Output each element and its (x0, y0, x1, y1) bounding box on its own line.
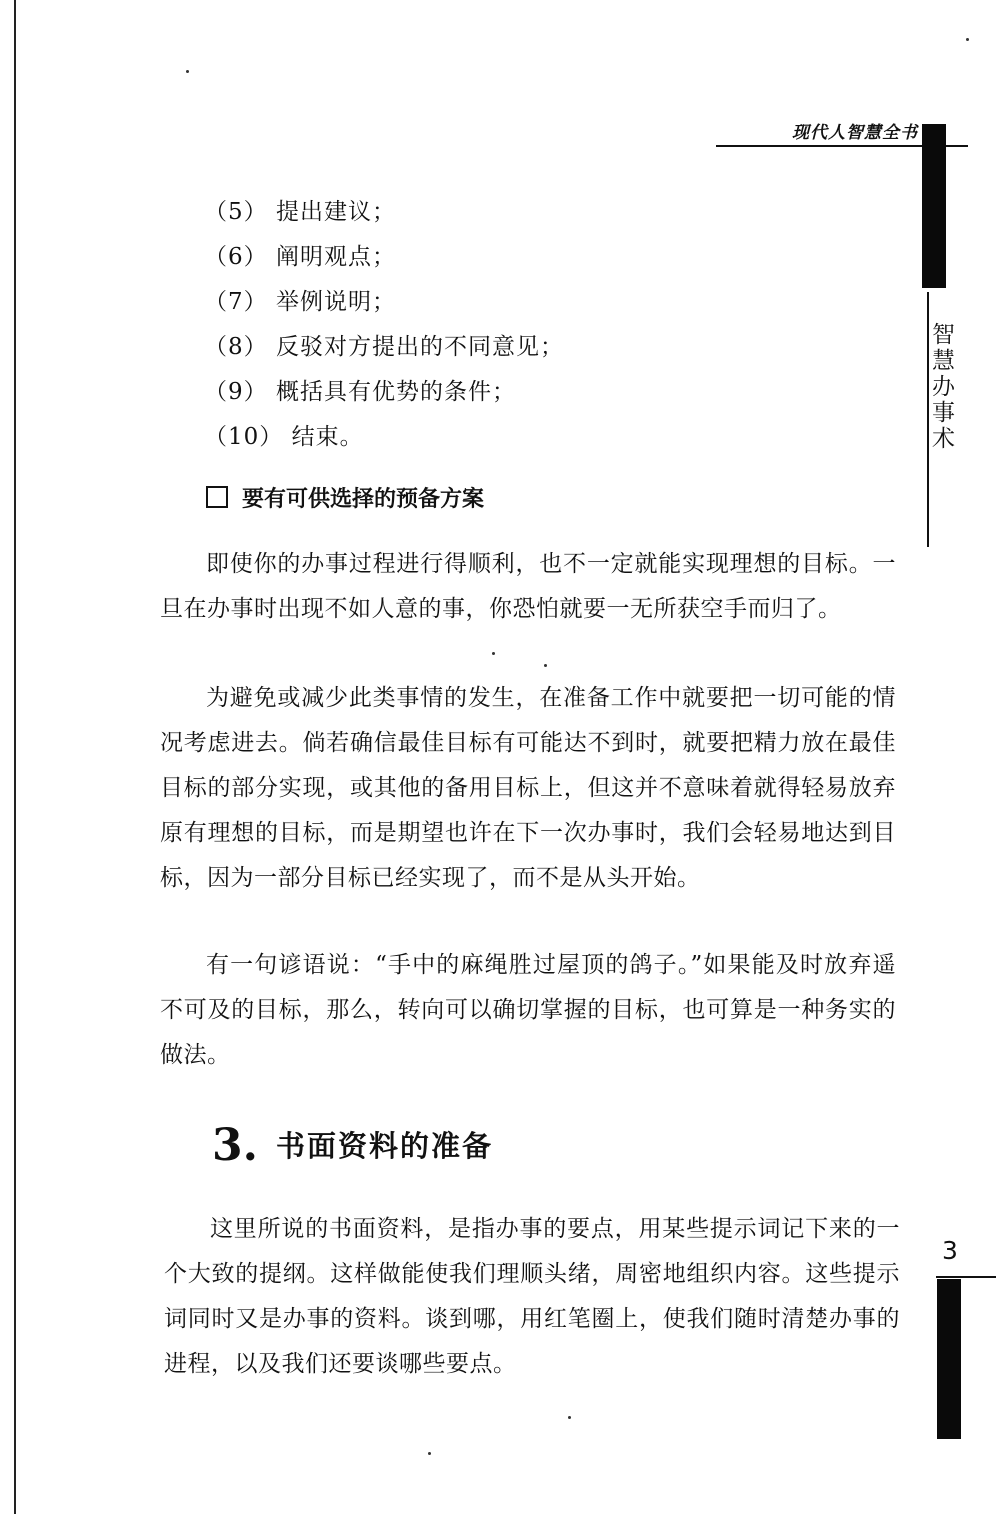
section-paragraph: 这里所说的书面资料，是指办事的要点，用某些提示词记下来的一个大致的提纲。这样做能使我们理顺头绪，周密地组织内容。这些提示词同时又是办事的资料。谈到哪，用红笔圈上，使我们随时清楚办事的进程，以及我们还要谈哪些要点。 (164, 1216, 900, 1377)
list-item: （10） 结束。 (204, 424, 364, 450)
section-number: 3. (212, 1120, 258, 1171)
scan-speck (544, 664, 547, 667)
numbered-list (204, 190, 564, 460)
list-item: （8） 反驳对方提出的不同意见； (204, 334, 564, 360)
subheading-text: 要有可供选择的预备方案 (242, 487, 485, 512)
scan-speck (966, 38, 969, 41)
running-header-title: 现代人智慧全书 (792, 123, 918, 143)
thumb-tab-bar-top (922, 124, 946, 288)
section-title: 书面资料的准备 (275, 1129, 493, 1163)
checkbox-square-icon (206, 486, 228, 508)
body-paragraph: 即使你的办事过程进行得顺利，也不一定就能实现理想的目标。一旦在办事时出现不如人意的事，你恐怕就要一无所获空手而归了。 (160, 551, 896, 622)
thumb-tab-bar-bottom (937, 1279, 961, 1439)
binding-edge-rule (14, 0, 16, 1514)
body-paragraph: 有一句谚语说：“手中的麻绳胜过屋顶的鸽子。”如果能及时放弃遥不可及的目标，那么，转向可以确切掌握的目标，也可算是一种务实的做法。 (160, 952, 896, 1068)
list-item: （6） 阐明观点； (204, 244, 396, 270)
section-heading (212, 1120, 493, 1171)
page-number: 3 (942, 1236, 958, 1265)
subheading (206, 482, 484, 513)
footer-rule (936, 1276, 996, 1278)
scan-speck (428, 1452, 431, 1455)
list-item: （7） 举例说明； (204, 289, 396, 315)
body-paragraph: 为避免或减少此类事情的发生，在准备工作中就要把一切可能的情况考虑进去。倘若确信最佳目标有可能达不到时，就要把精力放在最佳目标的部分实现，或其他的备用目标上，但这并不意味着就得轻易放弃原有理想的目标，而是期望也许在下一次办事时，我们会轻易地达到目标，因为一部分目标已经实现了，而不是从头开始。 (160, 685, 896, 891)
scan-speck (568, 1416, 571, 1419)
list-item: （9） 概括具有优势的条件； (204, 379, 516, 405)
scan-speck (492, 652, 495, 655)
list-item: （5） 提出建议； (204, 199, 396, 225)
side-tab-label: 智慧办事术 (928, 322, 954, 452)
scan-speck (186, 70, 189, 73)
